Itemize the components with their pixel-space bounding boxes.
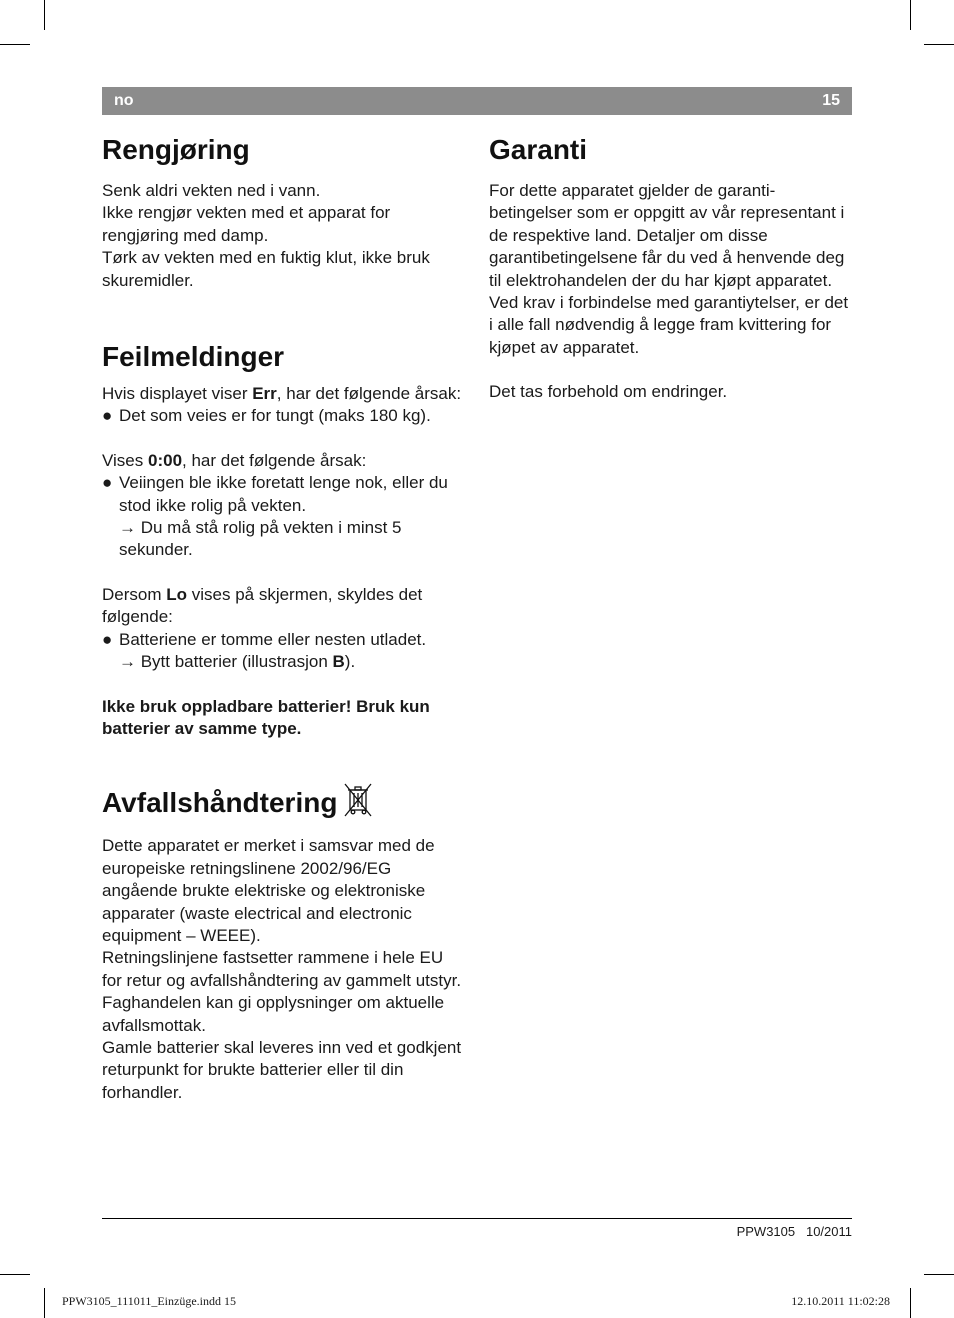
header-bar: [102, 87, 852, 115]
print-slug-timestamp: 12.10.2011 11:02:28: [791, 1294, 890, 1308]
cleaning-line: Tørk av vekten med en fuktig klut, ikke bruk skuremidler.: [102, 248, 430, 290]
crop-mark: [910, 0, 911, 30]
cleaning-title: Rengjøring: [102, 134, 250, 165]
footer-rule: [102, 1218, 852, 1219]
cleaning-line: Ikke rengjør vekten med et apparat for rengjøring med damp.: [102, 203, 391, 245]
crop-mark: [910, 1288, 911, 1318]
lo-code: Lo: [166, 584, 188, 604]
list-item: ● Batteriene er tomme eller nesten utladet.: [102, 629, 427, 649]
errors-title: Feilmeldinger: [102, 341, 285, 373]
cleaning-section: [102, 130, 467, 292]
right-column: [489, 130, 854, 404]
disposal-paragraph: Gamle batterier skal leveres inn ved et godkjent returpunkt for brukte batterier eller til din forhandler.: [102, 1037, 462, 1102]
zero-intro: Vises 0:00, har det følgende årsak:: [102, 450, 367, 470]
list-item: ● Veiingen ble ikke foretatt lenge nok, eller du stod ikke rolig på vekten.: [102, 473, 448, 515]
print-slug-file: PPW3105_111011_Einzüge.indd 15: [62, 1294, 236, 1308]
crop-mark: [44, 1288, 45, 1318]
language-code: no: [114, 92, 134, 109]
cleaning-line: Senk aldri vekten ned i vann.: [102, 181, 321, 200]
battery-warning: Ikke bruk oppladbare batterier! Bruk kun batterier av samme type.: [102, 696, 430, 738]
err-code: Err: [252, 384, 277, 404]
warranty-note: Det tas forbehold om endringer.: [489, 382, 728, 402]
left-column: [102, 130, 467, 1104]
lo-remedy: → Bytt batterier (illustrasjon B).: [119, 652, 356, 672]
warranty-paragraph: For dette apparatet gjelder de garanti-betingelser som er oppgitt av vår representant i de respektive land. Detaljer om disse garantibetingelsene får du ved å henvende deg til elektrohandelen der du har kjøpt apparatet. Ved krav i forbindelse med garantiytelser, er det i alle fall nødvendig å legge fram kvittering for kjøpet av apparatet.: [489, 181, 849, 357]
crop-mark: [924, 44, 954, 45]
lo-intro: Dersom Lo vises på skjermen, skyldes det følgende:: [102, 584, 423, 627]
list-item: ● Det som veies er for tungt (maks 180 kg).: [102, 406, 431, 426]
err-intro: Hvis displayet viser Err, har det følgende årsak:: [102, 384, 462, 404]
warranty-section: [489, 130, 854, 404]
disposal-title: Avfallshåndtering: [102, 782, 467, 829]
zero-code: 0:00: [148, 450, 183, 470]
warranty-title: Garanti: [489, 134, 588, 165]
page-number: 15: [822, 92, 840, 109]
zero-remedy: → Du må stå rolig på vekten i minst 5 sekunder.: [119, 518, 402, 560]
errors-section: [102, 337, 467, 740]
disposal-paragraph: Retningslinjene fastsetter rammene i hele EU for retur og avfallshåndtering av gammelt utstyr. Faghandelen kan gi opplysninger om aktuelle avfallsmottak.: [102, 948, 462, 1035]
crop-mark: [0, 1274, 30, 1275]
disposal-section: [102, 782, 467, 1104]
crop-mark: [924, 1274, 954, 1275]
crop-mark: [0, 44, 30, 45]
crop-mark: [44, 0, 45, 30]
weee-crossed-bin-icon: [343, 782, 373, 829]
disposal-paragraph: Dette apparatet er merket i samsvar med de europeiske retningslinene 2002/96/EG angående brukte elektriske og elektroniske apparater (waste electrical and electronic equipment – WEEE).: [102, 836, 435, 945]
footer-model-date: PPW3105 10/2011: [736, 1224, 852, 1239]
